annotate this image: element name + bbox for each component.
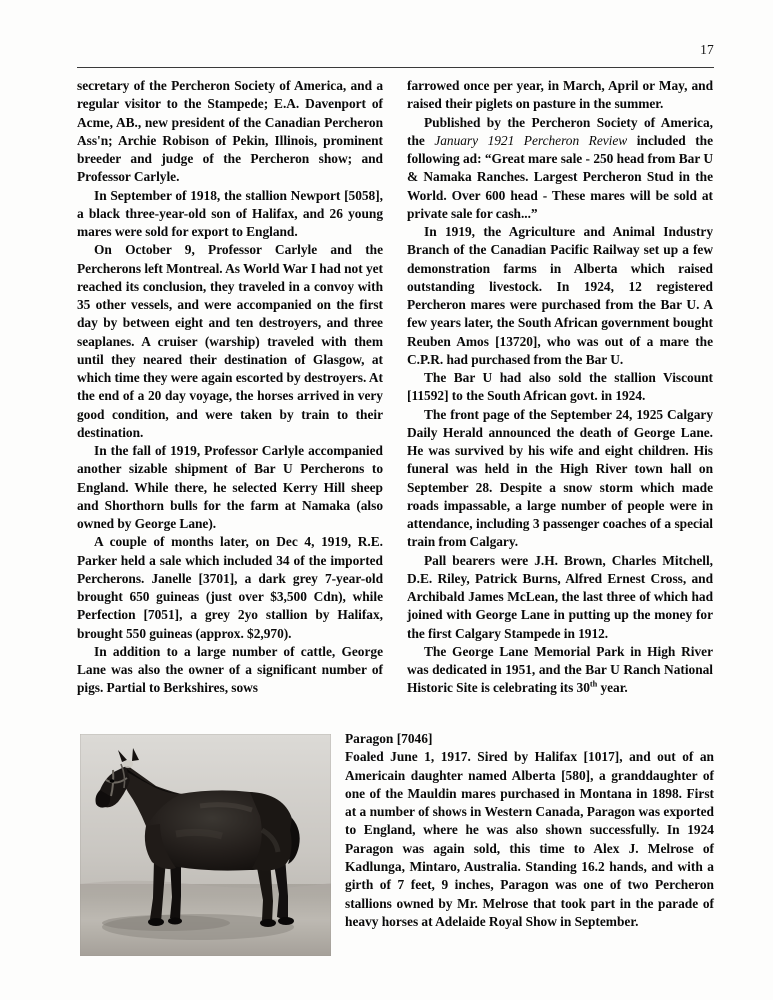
header-rule: [77, 67, 714, 68]
paragraph: A couple of months later, on Dec 4, 1919, R.E. Parker held a sale which included 34 of the imported Percherons. Janelle [3701], a dark grey 7-year-old brought 650 guineas (just over $3,500 Cdn), while Perfection [7051], a grey 2yo stallion by Halifax, brought 550 guineas (approx. $2,970).: [77, 534, 383, 641]
paragraph: On October 9, Professor Carlyle and the Percherons left Montreal. As World War I had not yet reached its conclusion, they traveled in a convoy with 35 other vessels, and were accompanied on the first day by between eight and ten destroyers, and three seaplanes. A cruiser (warship) traveled with them until they neared their destination of Glasgow, at which time they were again escorted by destroyers. At the end of a 20 day voyage, the horses arrived in very good condition, and were taken by train to their destination.: [77, 242, 383, 440]
paragraph: The front page of the September 24, 1925 Calgary Daily Herald announced the death of George Lane. He was survived by his wife and eight children. His funeral was held in the High River town hall on September 28. Despite a snow storm which made roads impassable, a large number of people were in attendance, including 3 passenger coaches of a special train from Calgary.: [407, 406, 713, 550]
paragraph: In the fall of 1919, Professor Carlyle accompanied another sizable shipment of Bar U Percherons to England. While there, he selected Kerry Hill sheep and Shorthorn bulls for the farm at Namaka (also owned by George Lane).: [77, 443, 383, 531]
paragon-photograph: [80, 734, 331, 956]
horse-photo-graphic: [80, 734, 331, 956]
paragraph: secretary of the Percheron Society of America, and a regular visitor to the Stampede; E.A. Davenport of Acme, AB., new president of the Canadian Percheron Ass'n; Archie Robison of Pekin, Illinois, prominent breeder and judge of the Percheron show; and Professor Carlyle.: [77, 78, 383, 185]
caption-title: Paragon [7046]: [345, 731, 433, 746]
paragraph-published-review: [407, 114, 713, 224]
paragraph-lead: Published by the Percheron Society of America, the: [407, 114, 713, 148]
paragraph: Pall bearers were J.H. Brown, Charles Mitchell, D.E. Riley, Patrick Burns, Alfred Ernest Cross, and Archibald James McLean, the last three of which had joined with George Lane in putting up the money for the first Calgary Stampede in 1912.: [407, 552, 713, 641]
paragraph-lead: The George Lane Memorial Park in High River was dedicated in 1951, and the Bar U Ranch National Historic Site is celebrating its 30: [407, 643, 713, 696]
body-columns: [77, 77, 714, 717]
paragraph-memorial-park: [407, 643, 713, 698]
paragraph: In addition to a large number of cattle, George Lane was also the owner of a significant number of pigs. Partial to Berkshires, sows: [77, 643, 383, 696]
paragraph: In 1919, the Agriculture and Animal Industry Branch of the Canadian Pacific Railway set up a few demonstration farms in Alberta which raised outstanding livestock. In 1924, 12 registered Percheron mares were purchased from the Bar U. A few years later, the South African government bought Reuben Amos [13720], who was out of a mare the C.P.R. had purchased from the Bar U.: [407, 224, 713, 367]
publication-title: January 1921 Percheron Review: [434, 132, 628, 148]
photo-caption: [345, 730, 714, 931]
paragraph: The Bar U had also sold the stallion Viscount [11592] to the South African govt. in 1924.: [407, 370, 713, 404]
paragraph-tail: included the following ad: “Great mare sale - 250 head from Bar U & Namaka Ranches. Largest Percheron Stud in the World. Over 600 head - These mares will be sold at private sale for cash...”: [407, 132, 713, 221]
paragraph: farrowed once per year, in March, April or May, and raised their piglets on pasture in the summer.: [407, 78, 713, 112]
paragraph-tail: year.: [597, 680, 628, 696]
ordinal-suffix: th: [589, 679, 598, 689]
right-column: [407, 77, 713, 717]
page-number: 17: [700, 42, 714, 57]
left-column: [77, 77, 383, 717]
caption-body: Foaled June 1, 1917. Sired by Halifax [1017], and out of an Americain daughter named Alberta [580], a granddaughter of one of the Mauldin mares purchased in Montana in 1898. First at a number of shows in Western Canada, Paragon was exported to England, where he was also shown successfully. In 1924 Paragon was again sold, this time to Alex J. Melrose of Kadlunga, Mintaro, Australia. Standing 16.2 hands, and with a girth of 7 feet, 9 inches, Paragon was one of two Percheron stallions owned by Mr. Melrose that took part in the parade of heavy horses at Adelaide Royal Show in September.: [345, 749, 714, 929]
paragraph: In September of 1918, the stallion Newport [5058], a black three-year-old son of Halifax, and 26 young mares were sold for export to England.: [77, 187, 383, 239]
